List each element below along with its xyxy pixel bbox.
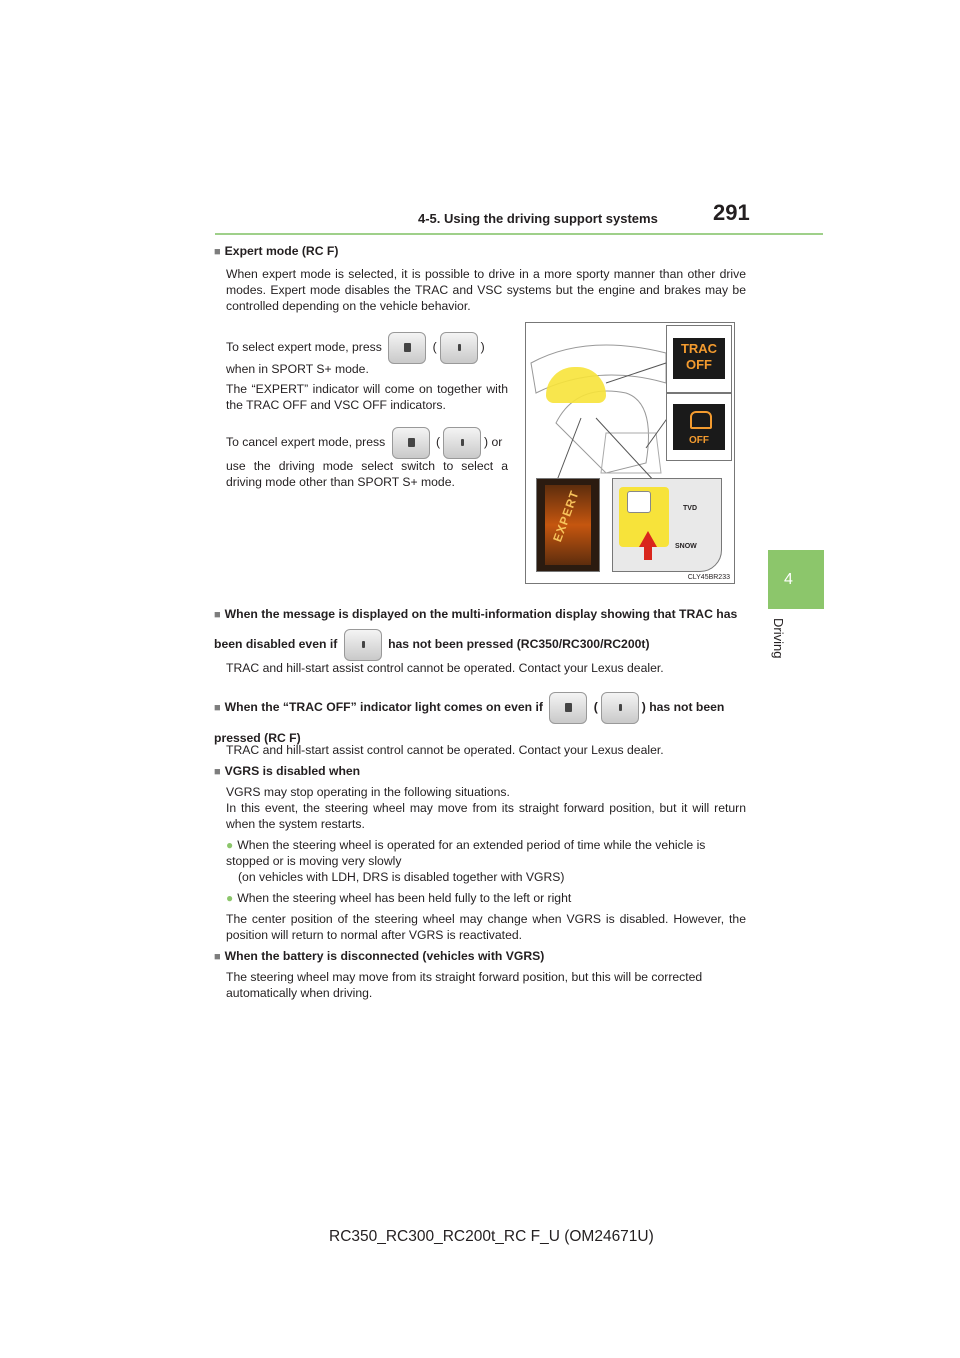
cockpit-illustration bbox=[525, 322, 735, 584]
square-bullet-icon: ■ bbox=[214, 702, 221, 715]
chapter-tab bbox=[768, 550, 824, 609]
trac-off-switch-icon bbox=[344, 629, 382, 661]
vgrs-line1: VGRS may stop operating in the following situations. bbox=[226, 785, 510, 799]
skid-car-icon bbox=[690, 411, 712, 429]
message-heading: ■ When the message is displayed on the multi-information display showing that TRAC has been disabled even if has not been pressed (RC350/RC300/RC200t) bbox=[214, 600, 754, 661]
expert-indicator-text: The “EXPERT” indicator will come on together with the TRAC OFF and VSC OFF indicators. bbox=[226, 382, 508, 412]
trac-off-indicator: TRAC OFF bbox=[666, 325, 732, 393]
square-bullet-icon: ■ bbox=[214, 951, 221, 963]
header-rule bbox=[215, 233, 823, 235]
expert-select-cont: when in SPORT S+ mode. bbox=[226, 362, 369, 376]
red-arrow-icon bbox=[639, 531, 657, 547]
vgrs-bullet-2: ● When the steering wheel has been held fully to the left or right bbox=[226, 891, 572, 905]
square-bullet-icon: ■ bbox=[214, 609, 221, 621]
square-bullet-icon: ■ bbox=[214, 766, 221, 778]
expert-select-text: To select expert mode, press ( ) bbox=[226, 332, 508, 364]
model-code-footer: RC350_RC300_RC200t_RC F_U (OM24671U) bbox=[329, 1228, 654, 1245]
chapter-number: 4 bbox=[784, 571, 793, 588]
vgrs-line2: In this event, the steering wheel may move from its straight forward position, but it will return when the system restarts. bbox=[226, 801, 746, 831]
expert-intro: When expert mode is selected, it is possible to drive in a more sporty manner than other drive modes. Expert mode disables the TRAC and VSC systems but the engine and brakes may be controlled depending on the vehicle behavior. bbox=[226, 267, 746, 313]
chapter-label: Driving bbox=[771, 618, 786, 659]
square-bullet-icon: ■ bbox=[214, 246, 221, 258]
vgrs-after: The center position of the steering wheel may change when VGRS is disabled. However, the position will return to normal after VGRS is reactivated. bbox=[226, 912, 746, 942]
expert-cancel-text: To cancel expert mode, press ( ) or bbox=[226, 427, 508, 459]
battery-body: The steering wheel may move from its straight forward position, but this will be corrected automatically when driving. bbox=[226, 970, 703, 1000]
vgrs-heading: ■ VGRS is disabled when bbox=[214, 764, 361, 778]
battery-heading: ■ When the battery is disconnected (vehicles with VGRS) bbox=[214, 949, 545, 963]
switch-alt-button-icon bbox=[440, 332, 478, 364]
expert-cancel-cont: use the driving mode select switch to select a driving mode other than SPORT S+ mode. bbox=[226, 459, 508, 489]
vsc-off-indicator: OFF bbox=[666, 393, 732, 461]
message-body: TRAC and hill-start assist control cannot be operated. Contact your Lexus dealer. bbox=[226, 661, 664, 675]
switch-alt-button-icon bbox=[601, 692, 639, 724]
vsc-off-switch-icon bbox=[627, 491, 651, 513]
figure-code: CLY45BR233 bbox=[687, 574, 730, 581]
expert-switch-button-icon bbox=[549, 692, 587, 724]
expert-indicator: EXPERT bbox=[536, 478, 600, 572]
round-bullet-icon: ● bbox=[226, 891, 234, 905]
expert-heading: ■ Expert mode (RC F) bbox=[214, 244, 339, 258]
page-number: 291 bbox=[713, 200, 750, 225]
switch-alt-button-icon bbox=[443, 427, 481, 459]
vgrs-bullet-1-note: (on vehicles with LDH, DRS is disabled together with VGRS) bbox=[238, 870, 565, 884]
expert-switch-button-icon bbox=[392, 427, 430, 459]
expert-switch-button-icon bbox=[388, 332, 426, 364]
vgrs-bullet-1: ● When the steering wheel is operated for an extended period of time while the vehicle is stopped or is moving very slowly bbox=[226, 838, 706, 868]
round-bullet-icon: ● bbox=[226, 838, 234, 852]
trac-light-heading: ■ When the “TRAC OFF” indicator light comes on even if ( ) has not been pressed (RC F) bbox=[214, 692, 754, 752]
drive-mode-switch-panel: TVD SNOW bbox=[612, 478, 722, 572]
section-title: 4-5. Using the driving support systems bbox=[418, 211, 658, 226]
trac-light-body: TRAC and hill-start assist control cannot be operated. Contact your Lexus dealer. bbox=[226, 743, 664, 757]
